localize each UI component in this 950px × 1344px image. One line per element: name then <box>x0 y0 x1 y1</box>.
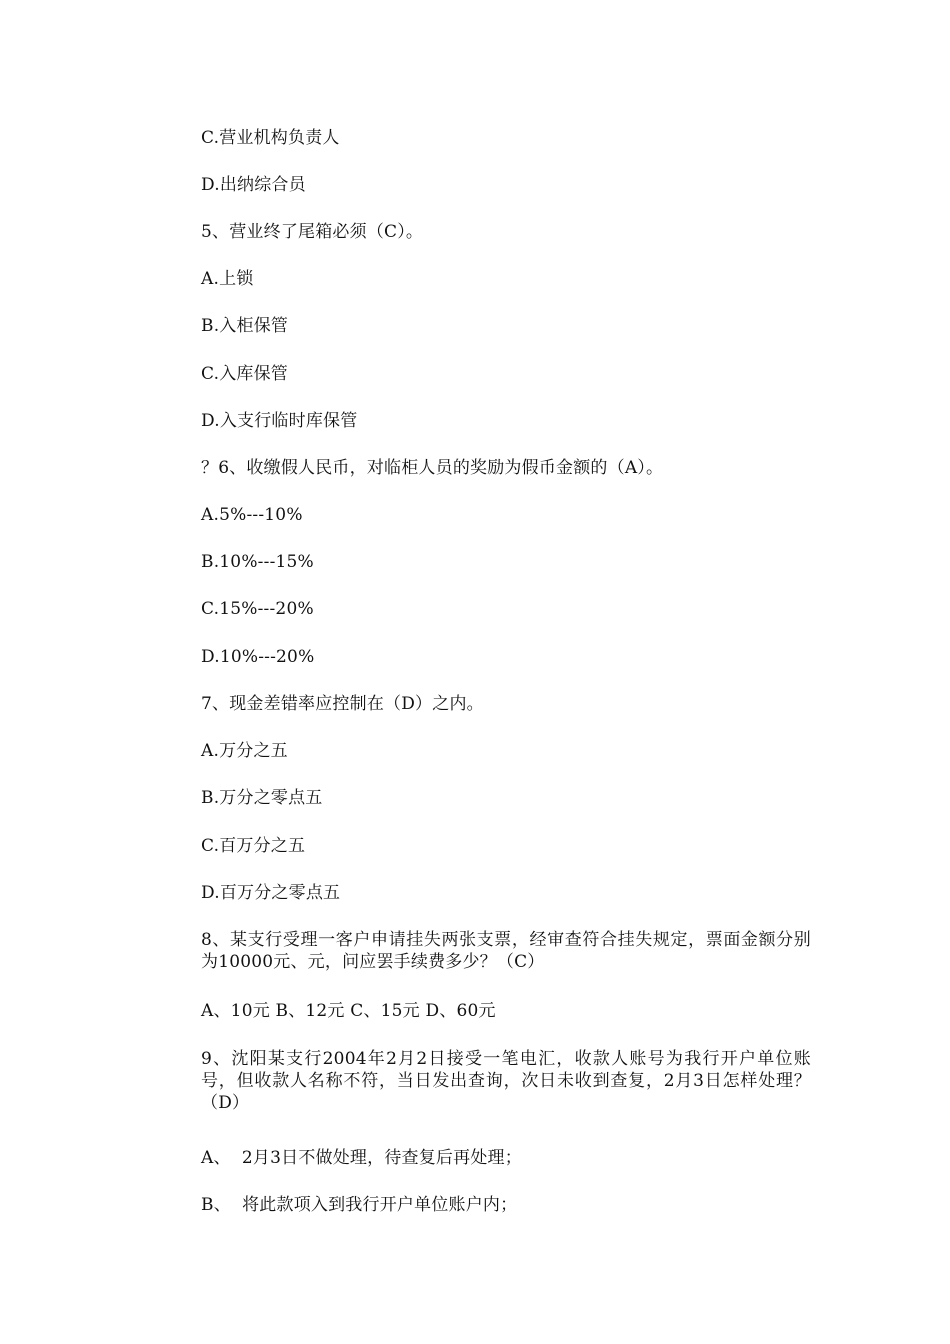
option-d-q6: D.10%---20% <box>201 647 315 667</box>
options-q8: A、10元 B、12元 C、15元 D、60元 <box>201 1001 496 1021</box>
option-a-q7: A.万分之五 <box>201 741 288 761</box>
option-d-q7: D.百万分之零点五 <box>201 883 341 903</box>
option-d-q5: D.入支行临时库保管 <box>201 411 358 431</box>
option-b-q9: B、 将此款项入到我行开户单位账户内； <box>201 1195 518 1215</box>
option-b-q7: B.万分之零点五 <box>201 788 323 808</box>
option-d-q4: D.出纳综合员 <box>201 175 306 195</box>
option-c-q5: C.入库保管 <box>201 364 289 384</box>
question-6: ？6、收缴假人民币，对临柜人员的奖励为假币金额的（A）。 <box>201 458 664 478</box>
option-a-q9: A、 2月3日不做处理，待查复后再处理； <box>201 1148 522 1168</box>
question-9: 9、沈阳某支行2004年2月2日接受一笔电汇，收款人账号为我行开户单位账号，但收款人名称不符，当日发出查询，次日未收到查复，2月3日怎样处理？（D） <box>201 1049 811 1113</box>
option-b-q5: B.入柜保管 <box>201 316 289 336</box>
option-c-q4: C.营业机构负责人 <box>201 128 340 148</box>
option-a-q6: A.5%---10% <box>201 505 303 525</box>
question-7: 7、现金差错率应控制在（D）之内。 <box>201 694 484 714</box>
question-8: 8、某支行受理一客户申请挂失两张支票，经审查符合挂失规定，票面金额分别为10000元、元，问应罢手续费多少？（C） <box>201 930 811 972</box>
option-b-q6: B.10%---15% <box>201 552 314 572</box>
option-c-q6: C.15%---20% <box>201 599 314 619</box>
question-5: 5、营业终了尾箱必须（C）。 <box>201 222 424 242</box>
option-a-q5: A.上锁 <box>201 269 254 289</box>
option-c-q7: C.百万分之五 <box>201 836 306 856</box>
